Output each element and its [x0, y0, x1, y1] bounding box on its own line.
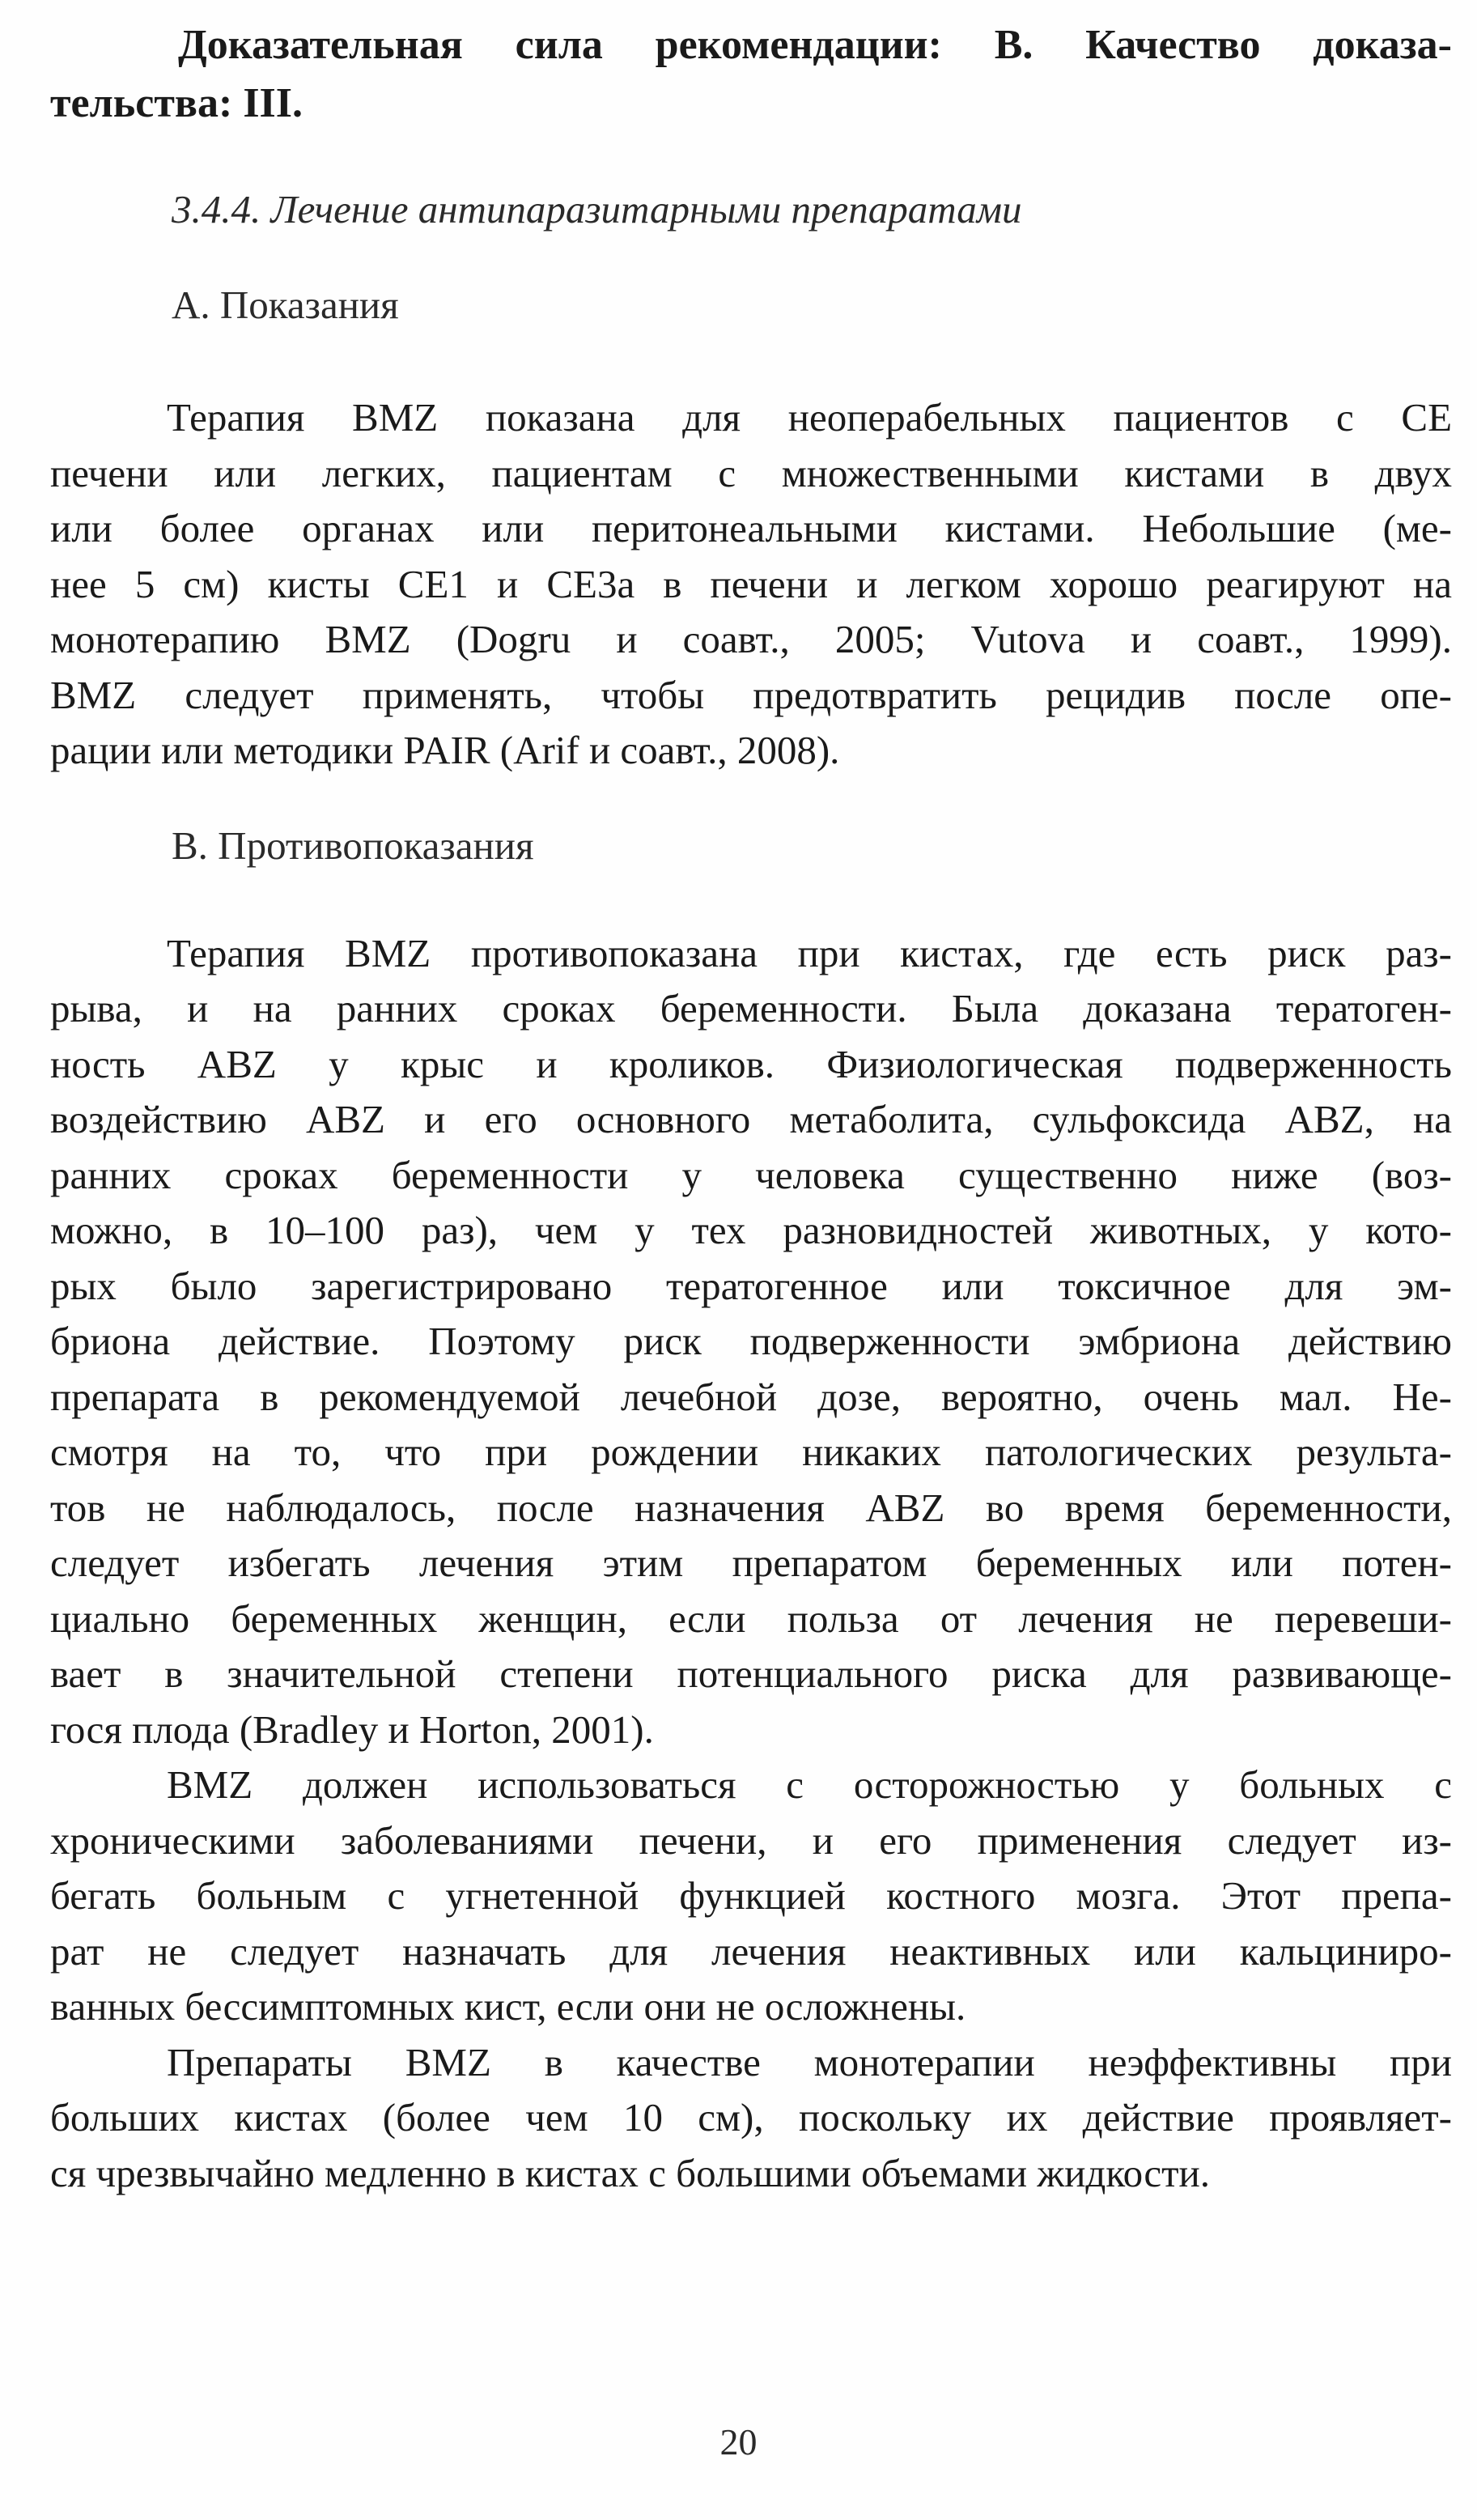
- text-line: печени или легких, пациентам с множественными кистами в двух: [50, 450, 1452, 495]
- text-line: препарата в рекомендуемой лечебной дозе, вероятно, очень мал. Не-: [50, 1374, 1452, 1419]
- text-line: гося плода (Bradley и Horton, 2001).: [50, 1706, 654, 1752]
- text-line: рых было зарегистрировано тератогенное или токсичное для эм-: [50, 1263, 1452, 1308]
- page-content: [50, 16, 1452, 2201]
- text-line: воздействию ABZ и его основного метаболита, сульфоксида ABZ, на: [50, 1097, 1452, 1141]
- indications-heading: А. Показания: [172, 283, 399, 327]
- text-line: хроническими заболеваниями печени, и его применения следует из-: [50, 1817, 1452, 1863]
- text-line: можно, в 10–100 раз), чем у тех разновидностей животных, у кото-: [50, 1208, 1452, 1252]
- text-line: циально беременных женщин, если польза от лечения не перевеши-: [50, 1596, 1452, 1641]
- text-line: ванных бессимптомных кист, если они не осложнены.: [50, 1984, 966, 2029]
- text-line: бегать больным с угнетенной функцией костного мозга. Этот препа-: [50, 1873, 1452, 1918]
- recommendation-strength-line-1: Доказательная сила рекомендации: В. Качество доказа-: [178, 22, 1452, 68]
- text-line: BMZ должен использоваться с осторожностью у больных с: [167, 1762, 1452, 1807]
- text-line: монотерапию BMZ (Dogru и соавт., 2005; Vutova и соавт., 1999).: [50, 617, 1452, 661]
- indications-paragraph: [50, 390, 1452, 779]
- text-line: рации или методики PAIR (Arif и соавт., 2008).: [50, 728, 840, 772]
- monotherapy-paragraph: [50, 2035, 1452, 2202]
- text-line: Терапия BMZ показана для неоперабельных пациентов с СЕ: [167, 395, 1452, 440]
- recommendation-strength-line-2: тельства: III.: [50, 80, 303, 126]
- text-line: вает в значительной степени потенциального риска для развивающе-: [50, 1651, 1452, 1696]
- text-line: тов не наблюдалось, после назначения ABZ во время беременности,: [50, 1485, 1452, 1530]
- text-line: нее 5 см) кисты СЕ1 и СЕ3а в печени и легком хорошо реагируют на: [50, 561, 1452, 606]
- text-line: бриона действие. Поэтому риск подверженности эмбриона действию: [50, 1319, 1452, 1363]
- text-line: Терапия BMZ противопоказана при кистах, где есть риск раз-: [167, 930, 1452, 975]
- contraindications-paragraph: [50, 926, 1452, 1758]
- text-line: ранних сроках беременности у человека существенно ниже (воз-: [50, 1152, 1452, 1197]
- contraindications-heading: В. Противопоказания: [172, 822, 534, 868]
- text-line: рат не следует назначать для лечения неактивных или кальциниро-: [50, 1928, 1452, 1974]
- text-line: BMZ следует применять, чтобы предотвратить рецидив после опе-: [50, 672, 1452, 717]
- text-line: больших кистах (более чем 10 см), поскольку их действие проявляет-: [50, 2095, 1452, 2140]
- text-line: Препараты BMZ в качестве монотерапии неэффективны при: [167, 2039, 1452, 2084]
- text-line: следует избегать лечения этим препаратом беременных или потен-: [50, 1540, 1452, 1585]
- text-line: ся чрезвычайно медленно в кистах с большими объемами жидкости.: [50, 2150, 1211, 2195]
- text-line: смотря на то, что при рождении никаких патологических результа-: [50, 1430, 1452, 1474]
- page-number: 20: [719, 2421, 758, 2463]
- text-line: рыва, и на ранних сроках беременности. Была доказана тератоген-: [50, 986, 1452, 1031]
- text-line: или более органах или перитонеальными кистами. Небольшие (ме-: [50, 506, 1452, 550]
- text-line: ность ABZ у крыс и кроликов. Физиологическая подверженность: [50, 1041, 1452, 1086]
- liver-caution-paragraph: [50, 1757, 1452, 2035]
- section-title: 3.4.4. Лечение антипаразитарными препаратами: [172, 187, 1022, 232]
